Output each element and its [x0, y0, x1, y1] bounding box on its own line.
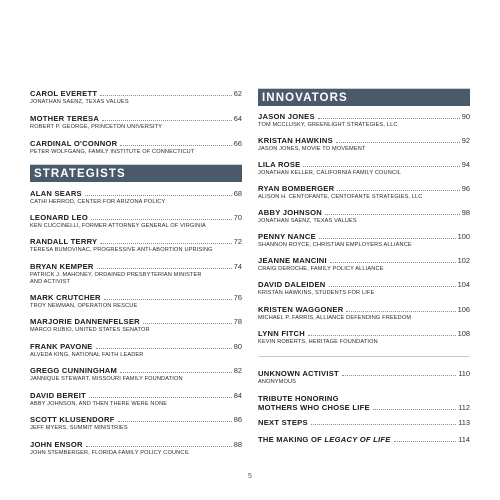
dot-leader — [394, 441, 457, 442]
entry-name: ABBY JOHNSON — [258, 208, 323, 217]
entry-page: 90 — [461, 112, 470, 121]
dot-leader — [85, 195, 232, 196]
entry-name-line1: TRIBUTE HONORING — [258, 394, 339, 403]
entry-name: UNKNOWN ACTIVIST — [258, 369, 339, 378]
entry-name: KRISTAN HAWKINS — [258, 136, 333, 145]
dot-leader — [100, 95, 232, 96]
toc-entry[interactable] — [30, 317, 242, 334]
entry-author: KEN CUCCINELLI, FORMER ATTORNEY GENERAL OF VIRGINIA — [30, 223, 206, 229]
entry-page: 76 — [233, 293, 242, 302]
dot-leader — [342, 375, 456, 376]
entry-name: MARJORIE DANNENFELSER — [30, 317, 140, 326]
entry-page: 94 — [461, 160, 470, 169]
entry-name: KRISTEN WAGGONER — [258, 305, 344, 314]
entry-name: LEONARD LEO — [30, 213, 89, 222]
entry-name: SCOTT KLUSENDORF — [30, 415, 115, 424]
entry-author: JEFF MYERS, SUMMIT MINISTRIES — [30, 425, 128, 431]
dot-leader — [308, 335, 456, 336]
toc-entry[interactable] — [30, 366, 242, 383]
dot-leader — [104, 299, 232, 300]
entry-author: ALISON H. CENTOFANTE, CENTOFANTE STRATEGIES, LLC — [258, 194, 423, 200]
entry-author: ANONYMOUS — [258, 379, 297, 385]
entry-page: 112 — [458, 403, 470, 412]
dot-leader — [346, 311, 455, 312]
entry-name: FRANK PAVONE — [30, 342, 93, 351]
section-divider — [258, 356, 470, 357]
dot-leader — [325, 214, 460, 215]
entry-page: 96 — [461, 184, 470, 193]
entry-page: 70 — [233, 213, 242, 222]
dot-leader — [89, 397, 232, 398]
toc-entry[interactable] — [30, 440, 242, 457]
entry-name-line2: MOTHERS WHO CHOSE LIFE — [258, 403, 370, 412]
dot-leader — [329, 286, 456, 287]
entry-author: ROBERT P. GEORGE, PRINCETON UNIVERSITY — [30, 124, 163, 130]
dot-leader — [97, 268, 232, 269]
dot-leader — [319, 238, 456, 239]
entry-page: 72 — [233, 237, 242, 246]
entry-page: 80 — [233, 342, 242, 351]
entry-name: JASON JONES — [258, 112, 315, 121]
dot-leader — [120, 145, 231, 146]
dot-leader — [96, 348, 232, 349]
entry-page: 74 — [233, 262, 242, 271]
entry-name-prefix: THE MAKING OF — [258, 435, 325, 444]
toc-entry[interactable] — [258, 184, 470, 201]
entry-page: 100 — [457, 232, 470, 241]
entry-author: KEVIN ROBERTS, HERITAGE FOUNDATION — [258, 339, 378, 345]
toc-entry[interactable] — [30, 391, 242, 408]
entry-name: NEXT STEPS — [258, 418, 308, 427]
entry-author: JONATHAN SAENZ, TEXAS VALUES — [258, 218, 357, 224]
dot-leader — [91, 219, 232, 220]
entry-page: 104 — [457, 280, 470, 289]
entry-name: LYNN FITCH — [258, 329, 305, 338]
entry-author: TERESA BUMOVINAC, PROGRESSIVE ANTI-ABORTION UPRISING — [30, 247, 213, 253]
section-title: STRATEGISTS — [34, 168, 126, 180]
toc-entry[interactable] — [258, 208, 470, 225]
entry-page: 98 — [461, 208, 470, 217]
entry-name: ALAN SEARS — [30, 189, 82, 198]
entry-page: 68 — [233, 189, 242, 198]
toc-entry[interactable] — [258, 280, 470, 297]
dot-leader — [330, 262, 456, 263]
toc-entry[interactable] — [258, 394, 470, 412]
entry-author: CATHI HERROD, CENTER FOR ARIZONA POLICY — [30, 199, 166, 205]
entry-name: GREGG CUNNINGHAM — [30, 366, 118, 375]
entry-page: 84 — [233, 391, 242, 400]
dot-leader — [143, 323, 232, 324]
entry-name: RYAN BOMBERGER — [258, 184, 335, 193]
entry-page: 86 — [233, 415, 242, 424]
toc-entry[interactable] — [30, 89, 242, 106]
entry-author: JASON JONES, MOVIE TO MOVEMENT — [258, 146, 366, 152]
entry-name: CARDINAL O'CONNOR — [30, 139, 118, 148]
entry-page: 113 — [458, 418, 470, 427]
entry-name-italic: LEGACY OF LIFE — [324, 435, 391, 444]
toc-entry[interactable] — [258, 232, 470, 249]
toc-entry[interactable] — [258, 136, 470, 153]
toc-entry[interactable] — [258, 112, 470, 129]
entry-name: RANDALL TERRY — [30, 237, 98, 246]
entry-page: 66 — [233, 139, 242, 148]
dot-leader — [118, 421, 232, 422]
entry-author: MICHAEL P. FARRIS, ALLIANCE DEFENDING FREEDOM — [258, 315, 412, 321]
entry-name: MARK CRUTCHER — [30, 293, 101, 302]
entry-page: 106 — [457, 305, 470, 314]
section-header-strategists — [30, 164, 242, 182]
entry-author: PETER WOLFGANG, FAMILY INSTITUTE OF CONNECTICUT — [30, 149, 195, 155]
entry-author: PATRICK J. MAHONEY, ORDAINED PRESBYTERIAN MINISTER AND ACTIVIST — [30, 272, 202, 285]
entry-page: 110 — [458, 369, 470, 378]
entry-name: JOHN ENSOR — [30, 440, 83, 449]
dot-leader — [373, 409, 456, 410]
toc-entry[interactable] — [258, 160, 470, 177]
entry-page: 64 — [233, 114, 242, 123]
dot-leader — [311, 424, 456, 425]
toc-entry[interactable] — [258, 435, 470, 444]
entry-name: PENNY NANCE — [258, 232, 316, 241]
toc-entry[interactable] — [30, 114, 242, 131]
dot-leader — [102, 120, 232, 121]
entry-page: 114 — [458, 435, 470, 444]
toc-entry[interactable] — [30, 415, 242, 432]
entry-page: 108 — [457, 329, 470, 338]
entry-page: 82 — [233, 366, 242, 375]
entry-author: TOM MCCLUSKY, GREENLIGHT STRATEGIES, LLC — [258, 122, 398, 128]
entry-name: CAROL EVERETT — [30, 89, 98, 98]
entry-name: BRYAN KEMPER — [30, 262, 94, 271]
entry-name: MOTHER TERESA — [30, 114, 100, 123]
dot-leader — [303, 166, 459, 167]
toc-entry[interactable] — [30, 139, 242, 156]
entry-author: JOHN STEMBERGER, FLORIDA FAMILY POLICY COUNCIL — [30, 450, 190, 456]
dot-leader — [86, 446, 232, 447]
section-title: INNOVATORS — [262, 92, 348, 104]
page-number: 5 — [248, 473, 252, 480]
dot-leader — [100, 243, 231, 244]
entry-page: 92 — [461, 136, 470, 145]
entry-author: JANNIQUE STEWART, MISSOURI FAMILY FOUNDATION — [30, 376, 183, 382]
dot-leader — [120, 372, 232, 373]
toc-entry[interactable] — [30, 237, 242, 254]
section-header-innovators — [258, 88, 470, 106]
toc-entry[interactable] — [30, 293, 242, 310]
entry-name: JEANNE MANCINI — [258, 256, 327, 265]
entry-page: 88 — [233, 440, 242, 449]
entry-author: KRISTAN HAWKINS, STUDENTS FOR LIFE — [258, 290, 375, 296]
entry-name: DAVID DALEIDEN — [258, 280, 326, 289]
entry-name: LILA ROSE — [258, 160, 301, 169]
entry-author: JONATHAN KELLER, CALIFORNIA FAMILY COUNCIL — [258, 170, 402, 176]
entry-author: CRAIG DEROCHE, FAMILY POLICY ALLIANCE — [258, 266, 384, 272]
toc-entry[interactable] — [258, 369, 470, 386]
entry-author: SHANNON ROYCE, CHRISTIAN EMPLOYERS ALLIANCE — [258, 242, 412, 248]
toc-entry[interactable] — [30, 213, 242, 230]
entry-author: MARCO RUBIO, UNITED STATES SENATOR — [30, 327, 150, 333]
entry-name — [258, 435, 391, 444]
toc-entry[interactable] — [30, 189, 242, 206]
entry-page: 62 — [233, 89, 242, 98]
entry-author: TROY NEWMAN, OPERATION RESCUE — [30, 303, 138, 309]
entry-author: ABBY JOHNSON, AND THEN THERE WERE NONE — [30, 401, 168, 407]
entry-name: DAVID BEREIT — [30, 391, 87, 400]
dot-leader — [336, 142, 460, 143]
entry-page: 78 — [233, 317, 242, 326]
toc-entry[interactable] — [30, 262, 242, 286]
entry-author: JONATHAN SAENZ, TEXAS VALUES — [30, 99, 129, 105]
toc-entry[interactable] — [258, 256, 470, 273]
dot-leader — [318, 118, 460, 119]
toc-entry[interactable] — [258, 305, 470, 322]
entry-page: 102 — [457, 256, 470, 265]
toc-entry[interactable] — [258, 418, 470, 427]
toc-entry[interactable] — [258, 329, 470, 346]
dot-leader — [337, 190, 459, 191]
entry-author: ALVEDA KING, NATIONAL FAITH LEADER — [30, 352, 144, 358]
toc-entry[interactable] — [30, 342, 242, 359]
